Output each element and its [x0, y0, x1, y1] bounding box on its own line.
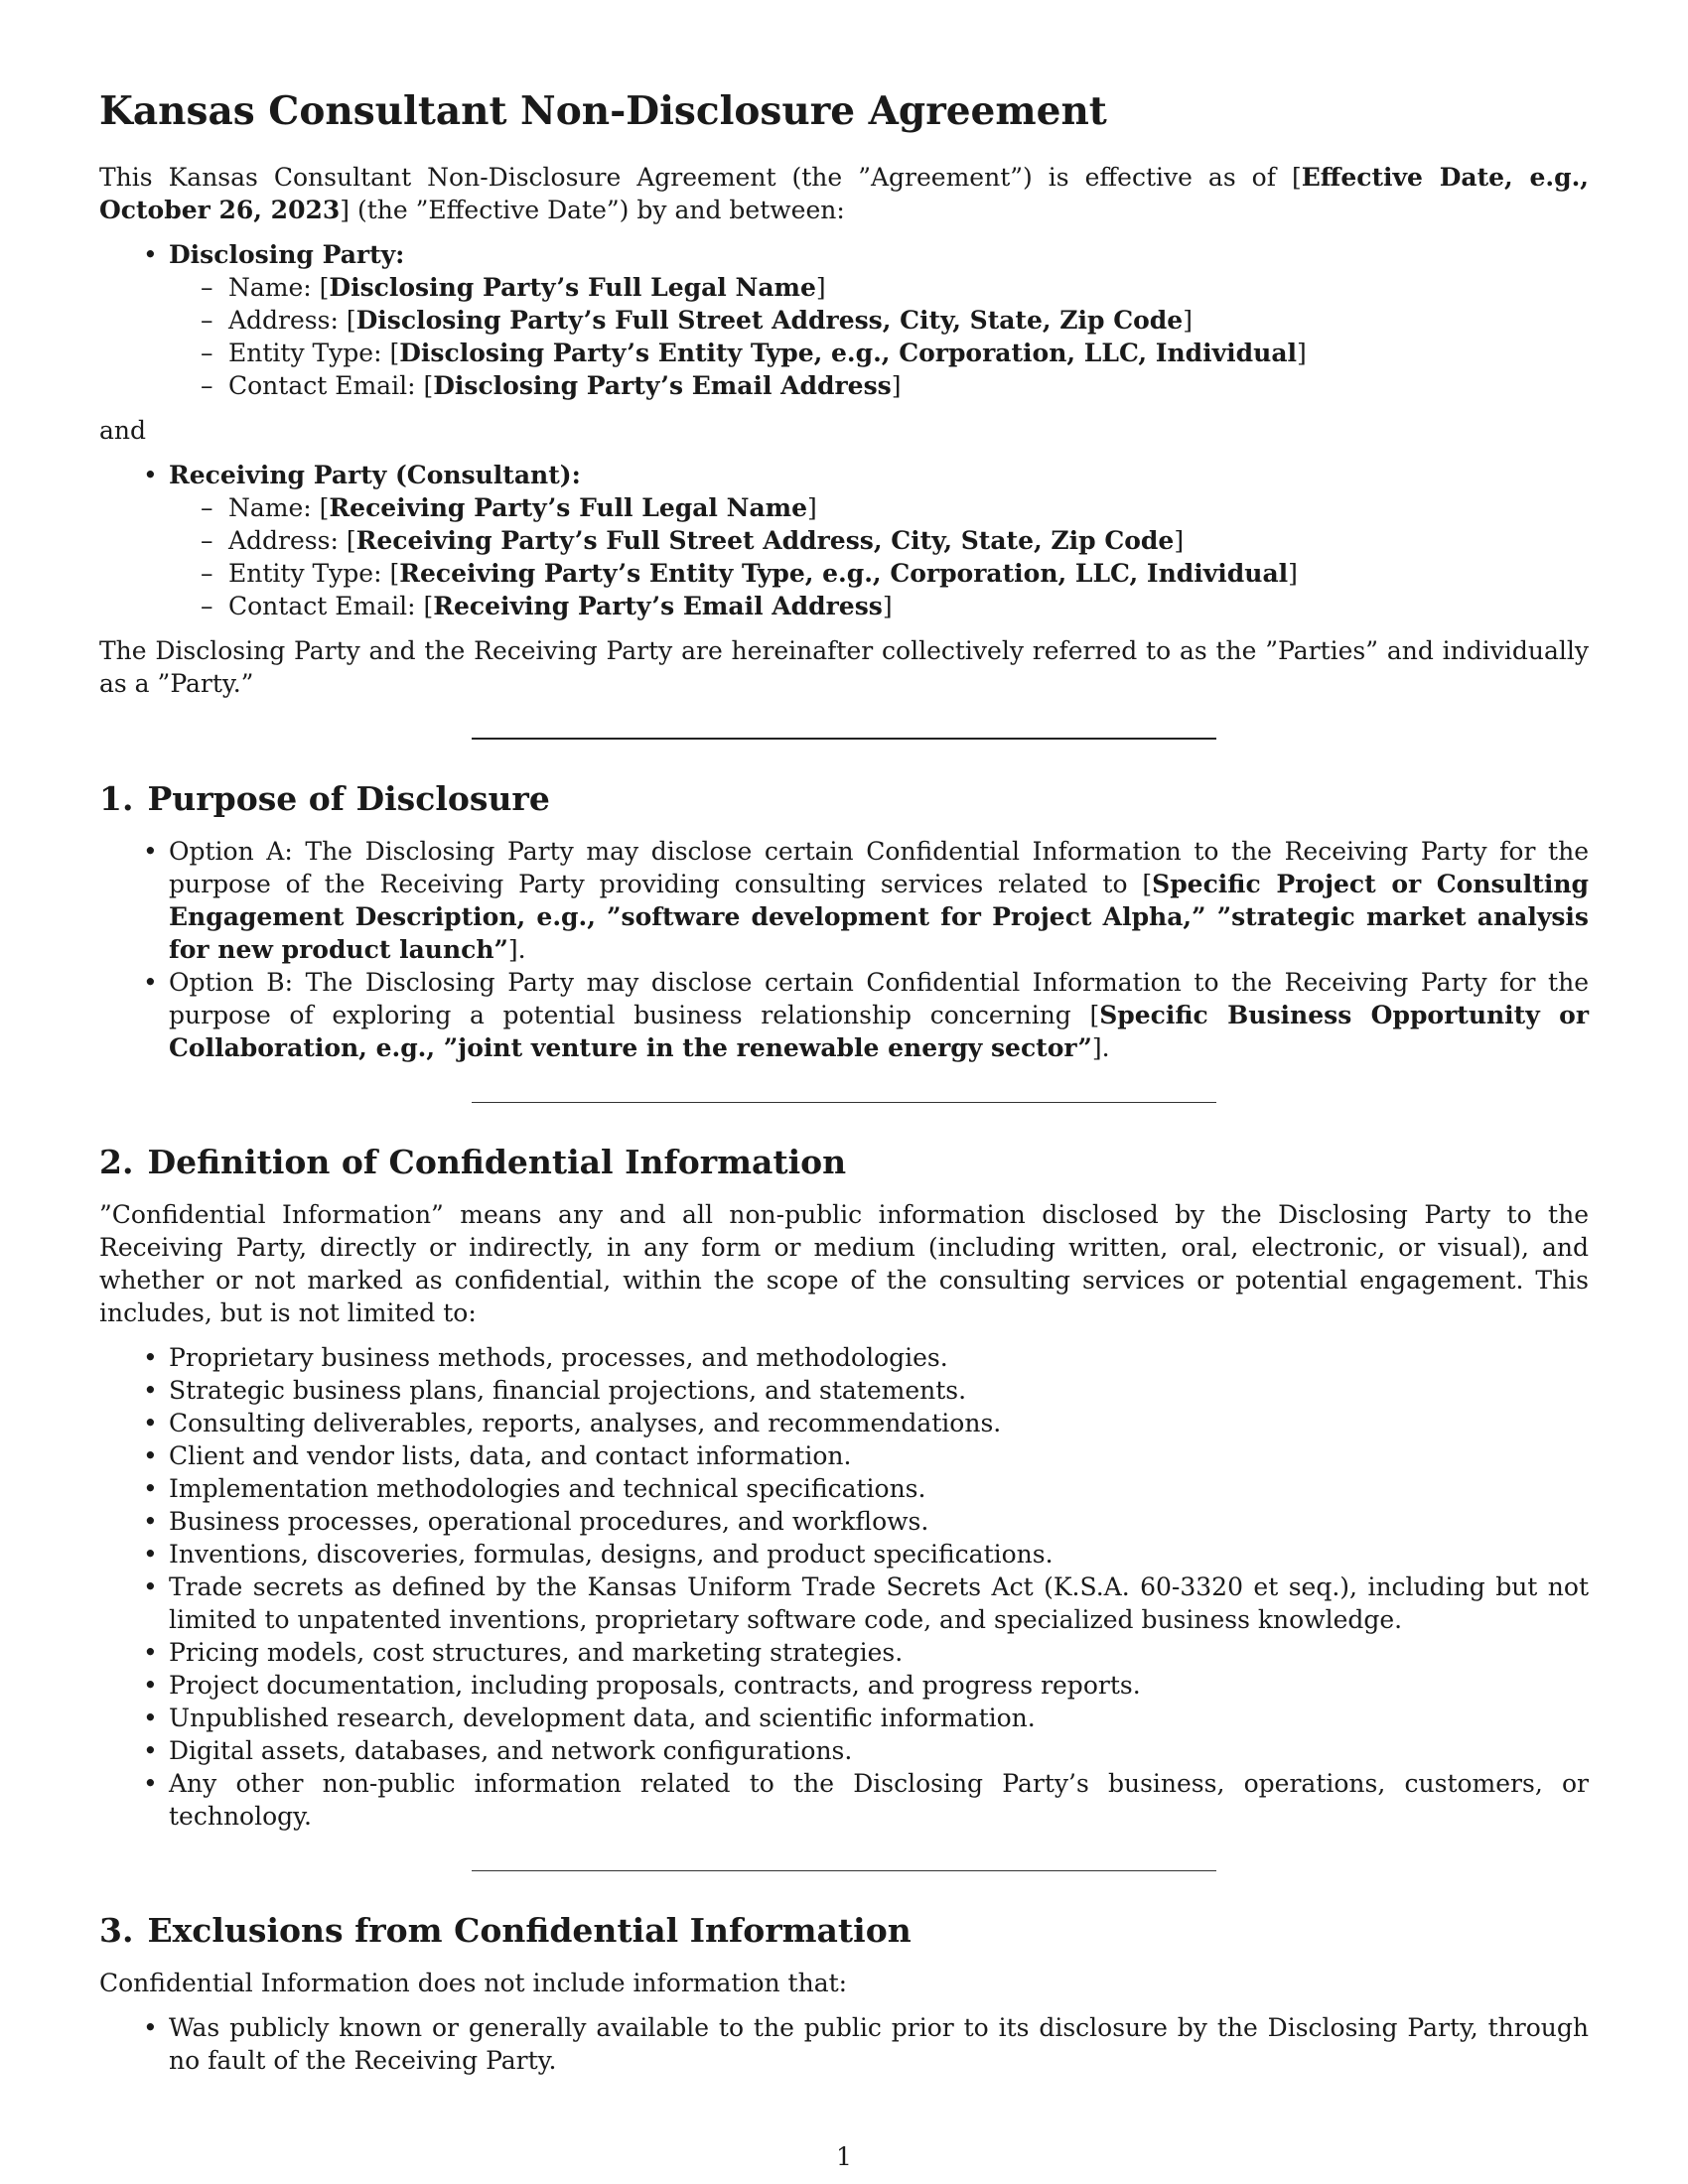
- section-3-heading: 3. Exclusions from Confidential Information: [99, 1911, 912, 1950]
- receiving-email-field: – Contact Email: [Receiving Party’s Email Address]: [228, 590, 1589, 622]
- purpose-option-a: • Option A: The Disclosing Party may disclose certain Confidential Information to the Receiving Party for the purpose of the Receiving Party providing consulting services related to [Specific Project or Consulting Engagement Description, e.g., ”software development for Project Alpha,” ”strategic market analysis for new product launch”].: [169, 835, 1589, 966]
- receiving-name-field: – Name: [Receiving Party’s Full Legal Name]: [228, 491, 1589, 524]
- disclosing-party-heading: Disclosing Party:: [169, 240, 405, 269]
- document-page: [99, 87, 1589, 2089]
- receiving-entity-type-field: – Entity Type: [Receiving Party’s Entity Type, e.g., Corporation, LLC, Individual]: [228, 557, 1589, 590]
- document-title: Kansas Consultant Non-Disclosure Agreement: [99, 88, 1107, 134]
- confidential-info-list: [99, 1341, 1589, 1833]
- effective-date-placeholder: Effective Date, e.g., October 26, 2023: [99, 163, 1589, 224]
- purpose-options-list: [99, 835, 1589, 1064]
- list-item: • Business processes, operational procedures, and workflows.: [169, 1505, 1589, 1538]
- list-item: • Trade secrets as defined by the Kansas Uniform Trade Secrets Act (K.S.A. 60-3320 et seq.), including but not limited to unpatented inventions, proprietary software code, and specialized business knowledge.: [169, 1570, 1589, 1636]
- list-item: • Pricing models, cost structures, and marketing strategies.: [169, 1636, 1589, 1669]
- list-item: • Unpublished research, development data, and scientific information.: [169, 1702, 1589, 1734]
- definition-paragraph: ”Confidential Information” means any and all non-public information disclosed by the Disclosing Party to the Receiving Party, directly or indirectly, in any form or medium (including written, oral, electronic, or visual), and whether or not marked as confidential, within the scope of the consulting services or potential engagement. This includes, but is not limited to:: [99, 1200, 1589, 1327]
- section-divider: [472, 738, 1216, 740]
- list-item: • Inventions, discoveries, formulas, designs, and product specifications.: [169, 1538, 1589, 1570]
- list-item: • Implementation methodologies and technical specifications.: [169, 1472, 1589, 1505]
- disclosing-address-field: – Address: [Disclosing Party’s Full Street Address, City, State, Zip Code]: [228, 304, 1589, 337]
- section-divider: [472, 1102, 1216, 1103]
- intro-paragraph: This Kansas Consultant Non-Disclosure Agreement (the ”Agreement”) is effective as of [Effective Date, e.g., October 26, 2023] (the ”Effective Date”) by and between:: [99, 163, 1589, 224]
- list-item: • Client and vendor lists, data, and contact information.: [169, 1439, 1589, 1472]
- list-item: • Strategic business plans, financial projections, and statements.: [169, 1374, 1589, 1407]
- purpose-option-b: • Option B: The Disclosing Party may disclose certain Confidential Information to the Receiving Party for the purpose of exploring a potential business relationship concerning [Specific Business Opportunity or Collaboration, e.g., ”joint venture in the renewable energy sector”].: [169, 966, 1589, 1064]
- parties-paragraph: The Disclosing Party and the Receiving Party are hereinafter collectively referred to as the ”Parties” and individually as a ”Party.”: [99, 636, 1589, 698]
- receiving-party-list: [99, 459, 1589, 622]
- and-text: and: [99, 416, 147, 445]
- list-item: • Proprietary business methods, processes, and methodologies.: [169, 1341, 1589, 1374]
- receiving-address-field: – Address: [Receiving Party’s Full Street Address, City, State, Zip Code]: [228, 524, 1589, 557]
- section-2-heading: 2. Definition of Confidential Information: [99, 1143, 847, 1181]
- receiving-party-heading: Receiving Party (Consultant):: [169, 461, 581, 489]
- exclusions-paragraph: Confidential Information does not include information that:: [99, 1969, 848, 1997]
- exclusions-list: [99, 2011, 1589, 2077]
- disclosing-entity-type-field: – Entity Type: [Disclosing Party’s Entity Type, e.g., Corporation, LLC, Individual]: [228, 337, 1589, 369]
- section-1-heading: 1. Purpose of Disclosure: [99, 779, 550, 818]
- disclosing-name-field: – Name: [Disclosing Party’s Full Legal Name]: [228, 271, 1589, 304]
- list-item: • Was publicly known or generally available to the public prior to its disclosure by the Disclosing Party, through no fault of the Receiving Party.: [169, 2011, 1589, 2077]
- disclosing-email-field: – Contact Email: [Disclosing Party’s Email Address]: [228, 369, 1589, 402]
- disclosing-party-list: [99, 238, 1589, 402]
- list-item: • Project documentation, including proposals, contracts, and progress reports.: [169, 1669, 1589, 1702]
- list-item: • Any other non-public information related to the Disclosing Party’s business, operations, customers, or technology.: [169, 1767, 1589, 1833]
- list-item: • Digital assets, databases, and network configurations.: [169, 1734, 1589, 1767]
- receiving-party-item: [169, 459, 1589, 622]
- list-item: • Consulting deliverables, reports, analyses, and recommendations.: [169, 1407, 1589, 1439]
- disclosing-party-item: [169, 238, 1589, 402]
- page-number: 1: [836, 2142, 852, 2171]
- section-divider: [472, 1870, 1216, 1871]
